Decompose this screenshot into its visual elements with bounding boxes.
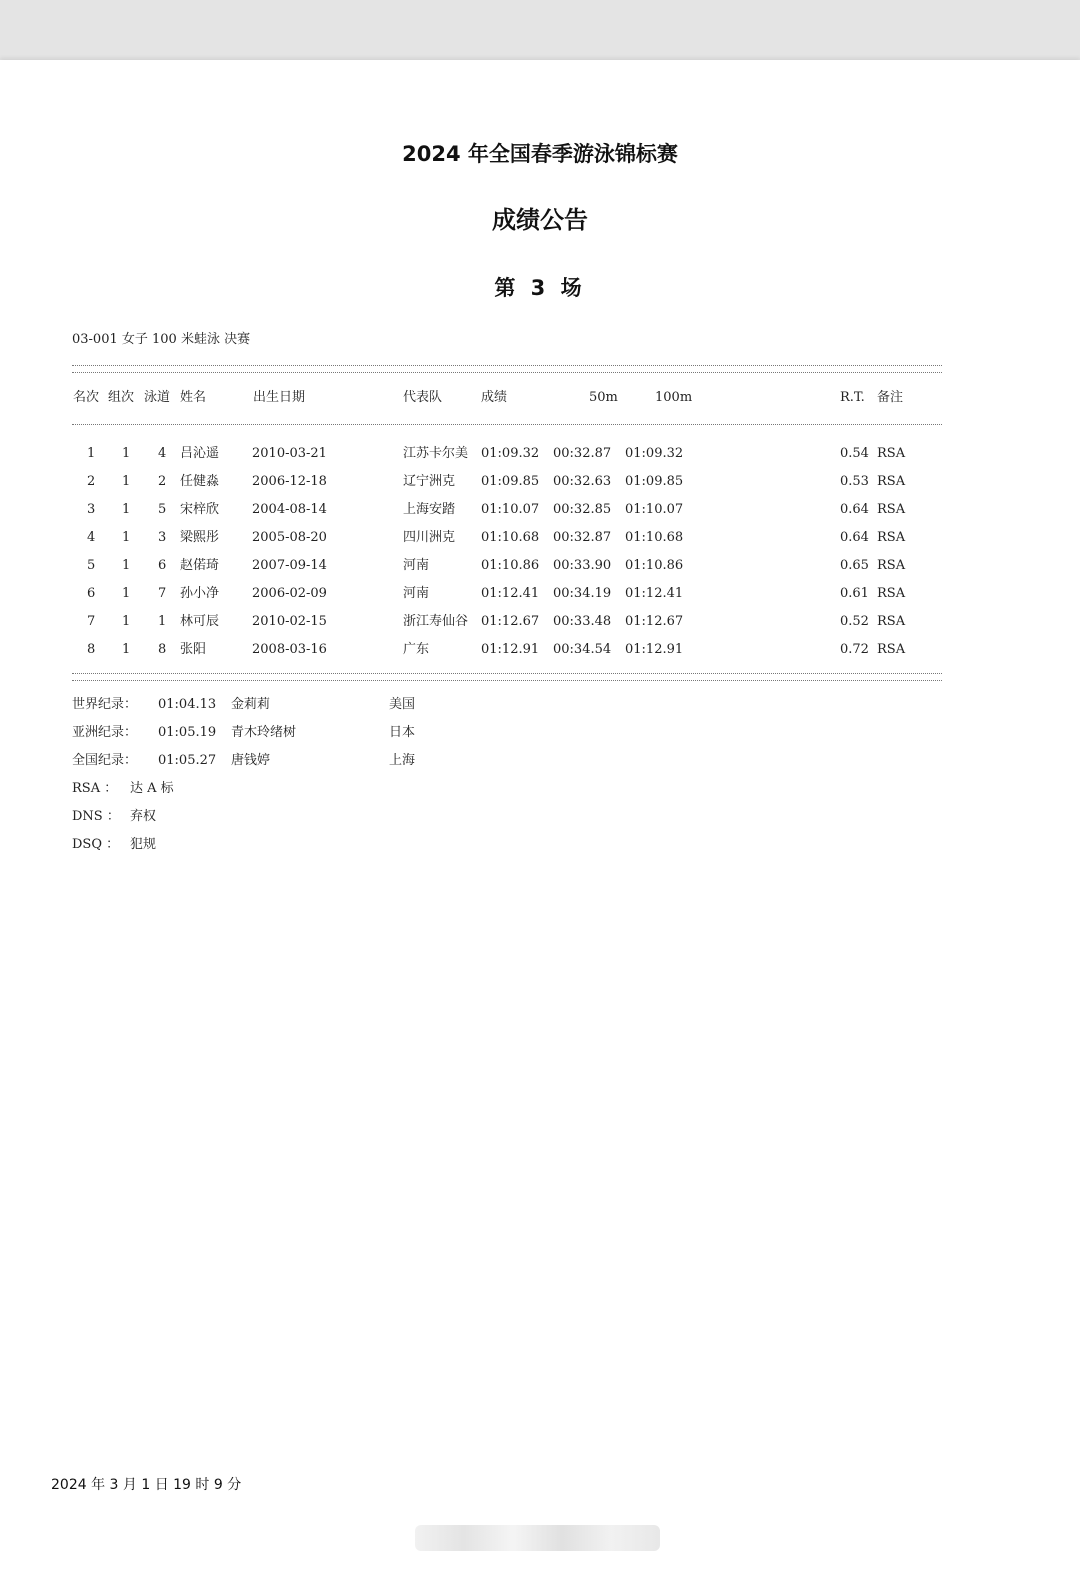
split50-cell: 00:33.48 (553, 614, 612, 629)
rt-cell: 0.72 (840, 642, 869, 657)
legend-code: DSQ ： (72, 837, 120, 852)
col-split100-header: 100m (655, 390, 693, 405)
rt-cell: 0.53 (840, 474, 869, 489)
rank-cell: 3 (87, 502, 96, 517)
name-cell: 赵偌琦 (180, 558, 220, 573)
split50-cell: 00:32.63 (553, 474, 612, 489)
legend-desc: 犯规 (130, 837, 157, 852)
team-cell: 广东 (403, 642, 430, 657)
lane-cell: 2 (158, 474, 167, 489)
legend-row (0, 836, 1080, 856)
name-cell: 宋梓欣 (180, 502, 220, 517)
split50-cell: 00:33.90 (553, 558, 612, 573)
rt-cell: 0.64 (840, 530, 869, 545)
split100-cell: 01:10.07 (625, 502, 684, 517)
dob-cell: 2004-08-14 (252, 502, 327, 517)
rank-cell: 1 (87, 446, 96, 461)
rt-cell: 0.61 (840, 586, 869, 601)
record-row (0, 724, 1080, 744)
split100-cell: 01:12.67 (625, 614, 684, 629)
rank-cell: 4 (87, 530, 96, 545)
team-cell: 江苏卡尔美 (403, 446, 469, 461)
result-cell: 01:09.85 (481, 474, 540, 489)
record-label: 全国纪录： (72, 753, 138, 768)
watermark-blur (415, 1525, 660, 1551)
col-note-header: 备注 (877, 390, 904, 405)
split100-cell: 01:09.85 (625, 474, 684, 489)
heat-cell: 1 (122, 642, 131, 657)
record-holder: 金莉莉 (231, 697, 271, 712)
result-cell: 01:10.07 (481, 502, 540, 517)
lane-cell: 1 (158, 614, 167, 629)
split50-cell: 00:34.19 (553, 586, 612, 601)
results-page (0, 60, 1080, 1583)
record-time: 01:05.27 (158, 753, 217, 768)
table-row (0, 473, 1080, 493)
split100-cell: 01:10.86 (625, 558, 684, 573)
name-cell: 吕沁遥 (180, 446, 220, 461)
legend-desc: 达 A 标 (130, 781, 174, 796)
heat-cell: 1 (122, 614, 131, 629)
dob-cell: 2010-02-15 (252, 614, 327, 629)
heat-cell: 1 (122, 586, 131, 601)
record-label: 亚洲纪录： (72, 725, 138, 740)
note-cell: RSA (877, 614, 906, 629)
lane-cell: 3 (158, 530, 167, 545)
rt-cell: 0.65 (840, 558, 869, 573)
rt-cell: 0.54 (840, 446, 869, 461)
record-holder: 唐钱婷 (231, 753, 271, 768)
result-cell: 01:10.68 (481, 530, 540, 545)
legend-code: DNS ： (72, 809, 120, 824)
rank-cell: 6 (87, 586, 96, 601)
result-cell: 01:12.67 (481, 614, 540, 629)
dob-cell: 2007-09-14 (252, 558, 327, 573)
dob-cell: 2010-03-21 (252, 446, 327, 461)
lane-cell: 7 (158, 586, 167, 601)
dob-cell: 2006-02-09 (252, 586, 327, 601)
record-row (0, 752, 1080, 772)
table-row (0, 445, 1080, 465)
col-result-header: 成绩 (481, 390, 508, 405)
record-row (0, 696, 1080, 716)
rank-cell: 8 (87, 642, 96, 657)
legend-desc: 弃权 (130, 809, 157, 824)
table-row (0, 641, 1080, 661)
competition-title: 2024 年全国春季游泳锦标赛 (402, 142, 678, 166)
name-cell: 梁熙彤 (180, 530, 220, 545)
split100-cell: 01:12.41 (625, 586, 684, 601)
legend-code: RSA ： (72, 781, 118, 796)
rt-cell: 0.64 (840, 502, 869, 517)
heat-cell: 1 (122, 558, 131, 573)
record-time: 01:04.13 (158, 697, 217, 712)
col-team-header: 代表队 (403, 390, 443, 405)
table-row (0, 557, 1080, 577)
split100-cell: 01:09.32 (625, 446, 684, 461)
session-title: 第 3 场 (494, 276, 586, 300)
table-row (0, 613, 1080, 633)
split100-cell: 01:10.68 (625, 530, 684, 545)
lane-cell: 8 (158, 642, 167, 657)
top-divider (72, 365, 942, 373)
split50-cell: 00:32.87 (553, 530, 612, 545)
result-cell: 01:09.32 (481, 446, 540, 461)
name-cell: 孙小净 (180, 586, 220, 601)
note-cell: RSA (877, 474, 906, 489)
col-rt-header: R.T. (840, 390, 865, 405)
note-cell: RSA (877, 446, 906, 461)
record-place: 上海 (389, 753, 416, 768)
table-row (0, 529, 1080, 549)
rank-cell: 2 (87, 474, 96, 489)
col-split50-header: 50m (589, 390, 618, 405)
note-cell: RSA (877, 530, 906, 545)
rank-cell: 5 (87, 558, 96, 573)
print-timestamp: 2024 年 3 月 1 日 19 时 9 分 (51, 1477, 242, 1493)
team-cell: 上海安踏 (403, 502, 456, 517)
table-row (0, 501, 1080, 521)
legend-row (0, 808, 1080, 828)
record-time: 01:05.19 (158, 725, 217, 740)
heat-cell: 1 (122, 474, 131, 489)
bulletin-title: 成绩公告 (492, 206, 588, 234)
result-cell: 01:12.41 (481, 586, 540, 601)
lane-cell: 6 (158, 558, 167, 573)
team-cell: 河南 (403, 586, 430, 601)
heat-cell: 1 (122, 446, 131, 461)
table-header (0, 389, 1080, 409)
col-rank-header: 名次 (73, 390, 100, 405)
col-heat-header: 组次 (108, 390, 135, 405)
dob-cell: 2006-12-18 (252, 474, 327, 489)
result-cell: 01:12.91 (481, 642, 540, 657)
dob-cell: 2008-03-16 (252, 642, 327, 657)
team-cell: 河南 (403, 558, 430, 573)
team-cell: 浙江寿仙谷 (403, 614, 469, 629)
event-name: 03-001 女子 100 米蛙泳 决赛 (72, 332, 251, 347)
rt-cell: 0.52 (840, 614, 869, 629)
bottom-divider (72, 673, 942, 681)
split100-cell: 01:12.91 (625, 642, 684, 657)
lane-cell: 5 (158, 502, 167, 517)
note-cell: RSA (877, 642, 906, 657)
name-cell: 张阳 (180, 642, 207, 657)
col-dob-header: 出生日期 (253, 390, 306, 405)
team-cell: 辽宁洲克 (403, 474, 456, 489)
split50-cell: 00:32.87 (553, 446, 612, 461)
header-divider (72, 424, 942, 425)
record-place: 美国 (389, 697, 416, 712)
note-cell: RSA (877, 558, 906, 573)
col-lane-header: 泳道 (144, 390, 171, 405)
name-cell: 林可辰 (180, 614, 220, 629)
legend-row (0, 780, 1080, 800)
record-place: 日本 (389, 725, 416, 740)
col-name-header: 姓名 (180, 390, 207, 405)
team-cell: 四川洲克 (403, 530, 456, 545)
record-label: 世界纪录： (72, 697, 138, 712)
split50-cell: 00:34.54 (553, 642, 612, 657)
dob-cell: 2005-08-20 (252, 530, 327, 545)
name-cell: 任健淼 (180, 474, 220, 489)
result-cell: 01:10.86 (481, 558, 540, 573)
heat-cell: 1 (122, 502, 131, 517)
rank-cell: 7 (87, 614, 96, 629)
table-row (0, 585, 1080, 605)
lane-cell: 4 (158, 446, 167, 461)
note-cell: RSA (877, 502, 906, 517)
split50-cell: 00:32.85 (553, 502, 612, 517)
record-holder: 青木玲绪树 (231, 725, 297, 740)
heat-cell: 1 (122, 530, 131, 545)
note-cell: RSA (877, 586, 906, 601)
